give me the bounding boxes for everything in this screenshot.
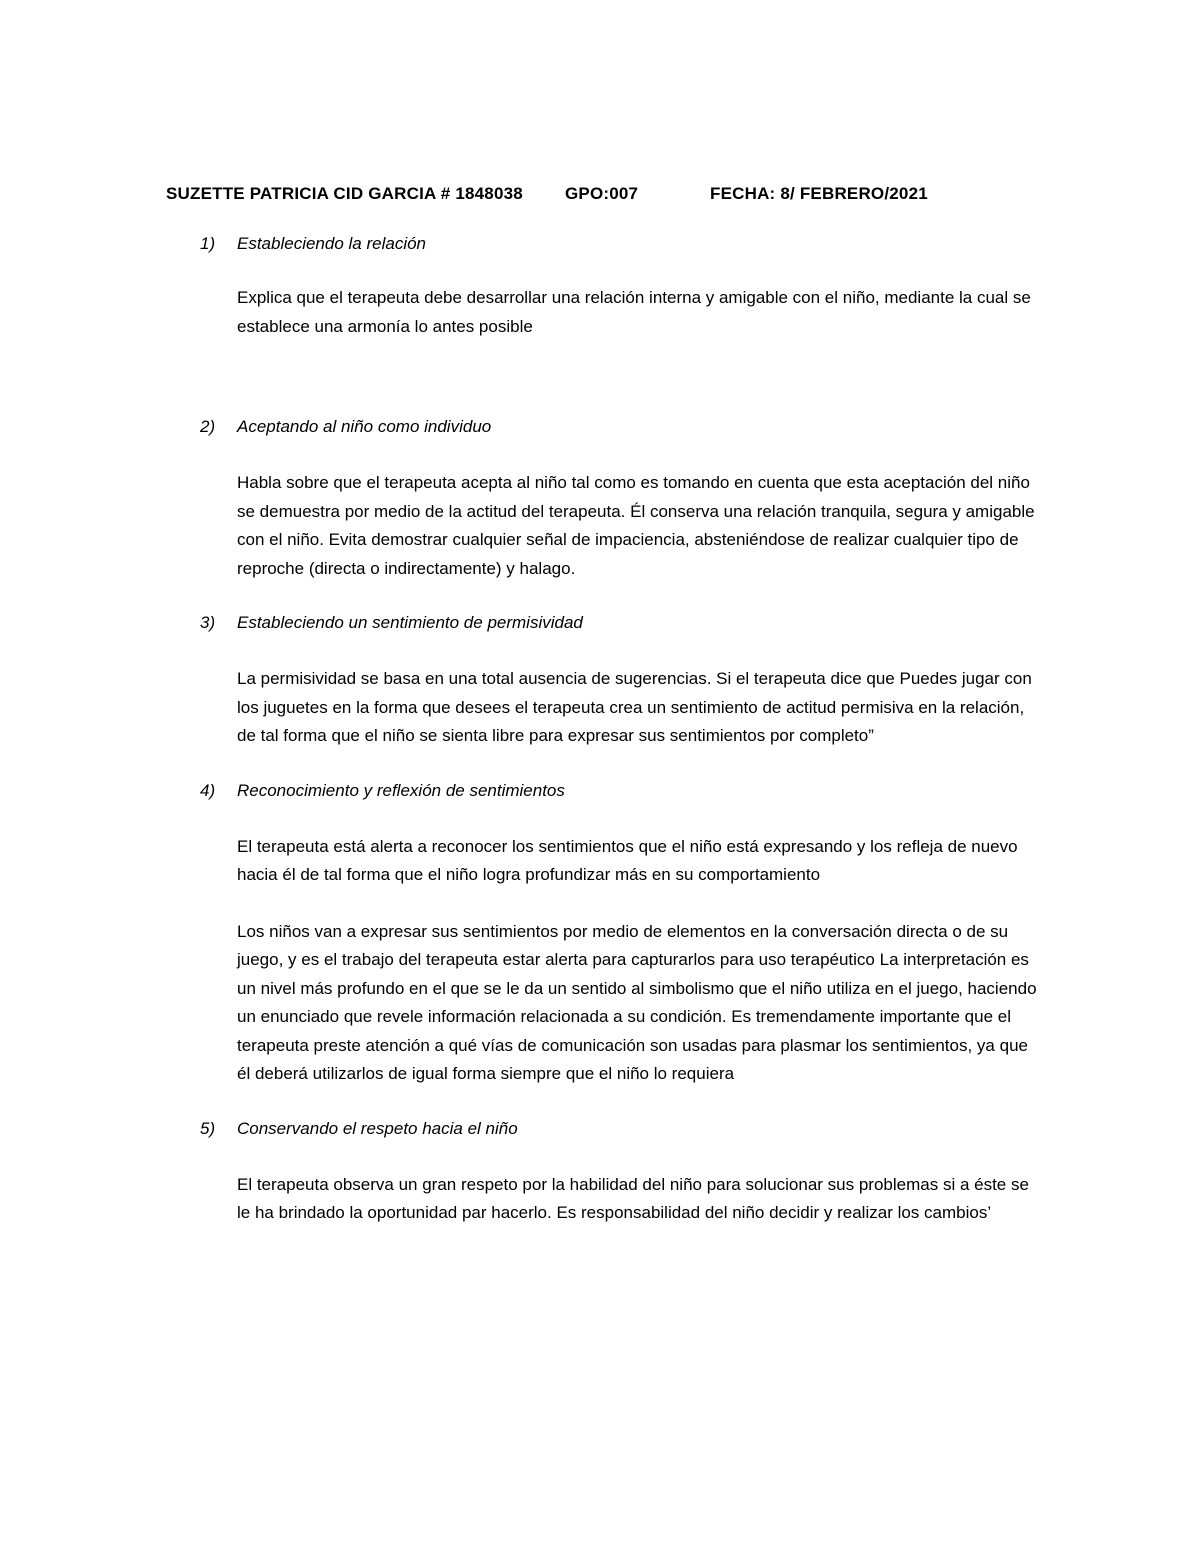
- group-label: GPO:007: [565, 184, 639, 203]
- section-2: [166, 413, 1046, 583]
- section-heading: [166, 1115, 1046, 1143]
- section-paragraph: La permisividad se basa en una total ausencia de sugerencias. Si el terapeuta dice que Puedes jugar con los juguetes en la forma que desees el terapeuta crea un sentimiento de actitud permisiva en la relación, de tal forma que el niño se sienta libre para expresar sus sentimientos por completo”: [237, 669, 1032, 745]
- section-paragraph: Habla sobre que el terapeuta acepta al niño tal como es tomando en cuenta que esta aceptación del niño se demuestra por medio de la actitud del terapeuta. Él conserva una relación tranquila, segura y amigable con el niño. Evita demostrar cualquier señal de impaciencia, absteniéndose de realizar cualquier tipo de reproche (directa o indirectamente) y halago.: [237, 473, 1035, 578]
- section-number: 5): [200, 1118, 216, 1138]
- section-heading: [166, 609, 1046, 637]
- section-1: [166, 230, 1046, 341]
- section-heading: [166, 230, 1046, 258]
- section-number: 2): [200, 417, 216, 436]
- section-number: 1): [200, 234, 216, 253]
- section-title: Aceptando al niño como individuo: [237, 417, 492, 436]
- section-5: [166, 1115, 1046, 1228]
- section-title: Estableciendo la relación: [237, 234, 427, 253]
- section-heading: [166, 777, 1046, 805]
- section-4: [166, 777, 1046, 1089]
- section-paragraph: El terapeuta está alerta a reconocer los sentimientos que el niño está expresando y los refleja de nuevo hacia él de tal forma que el niño logra profundizar más en su comportamiento: [237, 836, 1018, 884]
- student-name: SUZETTE PATRICIA CID GARCIA # 1848038: [166, 184, 523, 203]
- section-paragraph: El terapeuta observa un gran respeto por la habilidad del niño para solucionar sus problemas si a éste se le ha brindado la oportunidad par hacerlo. Es responsabilidad del niño decidir y realizar los cambios’: [237, 1174, 1029, 1222]
- section-title: Conservando el respeto hacia el niño: [237, 1118, 518, 1138]
- date-label: FECHA: 8/ FEBRERO/2021: [710, 184, 928, 203]
- section-3: [166, 609, 1046, 751]
- section-title: Reconocimiento y reflexión de sentimientos: [237, 780, 565, 800]
- section-paragraph: Los niños van a expresar sus sentimientos por medio de elementos en la conversación directa o de su juego, y es el trabajo del terapeuta estar alerta para capturarlos para uso terapéutico La interpretación es un nivel más profundo en el que se le da un sentido al simbolismo que el niño utiliza en el juego, haciendo un enunciado que revele información relacionada a su condición. Es tremendamente importante que el terapeuta preste atención a qué vías de comunicación son usadas para plasmar los sentimientos, ya que él deberá utilizarlos de igual forma siempre que el niño lo requiera: [237, 921, 1037, 1083]
- document-body: [166, 230, 1046, 1228]
- section-number: 3): [200, 613, 216, 632]
- section-number: 4): [200, 780, 216, 800]
- section-paragraph: Explica que el terapeuta debe desarrollar una relación interna y amigable con el niño, mediante la cual se establece una armonía lo antes posible: [237, 288, 1031, 336]
- section-heading: [166, 413, 1046, 441]
- section-title: Estableciendo un sentimiento de permisividad: [237, 613, 583, 632]
